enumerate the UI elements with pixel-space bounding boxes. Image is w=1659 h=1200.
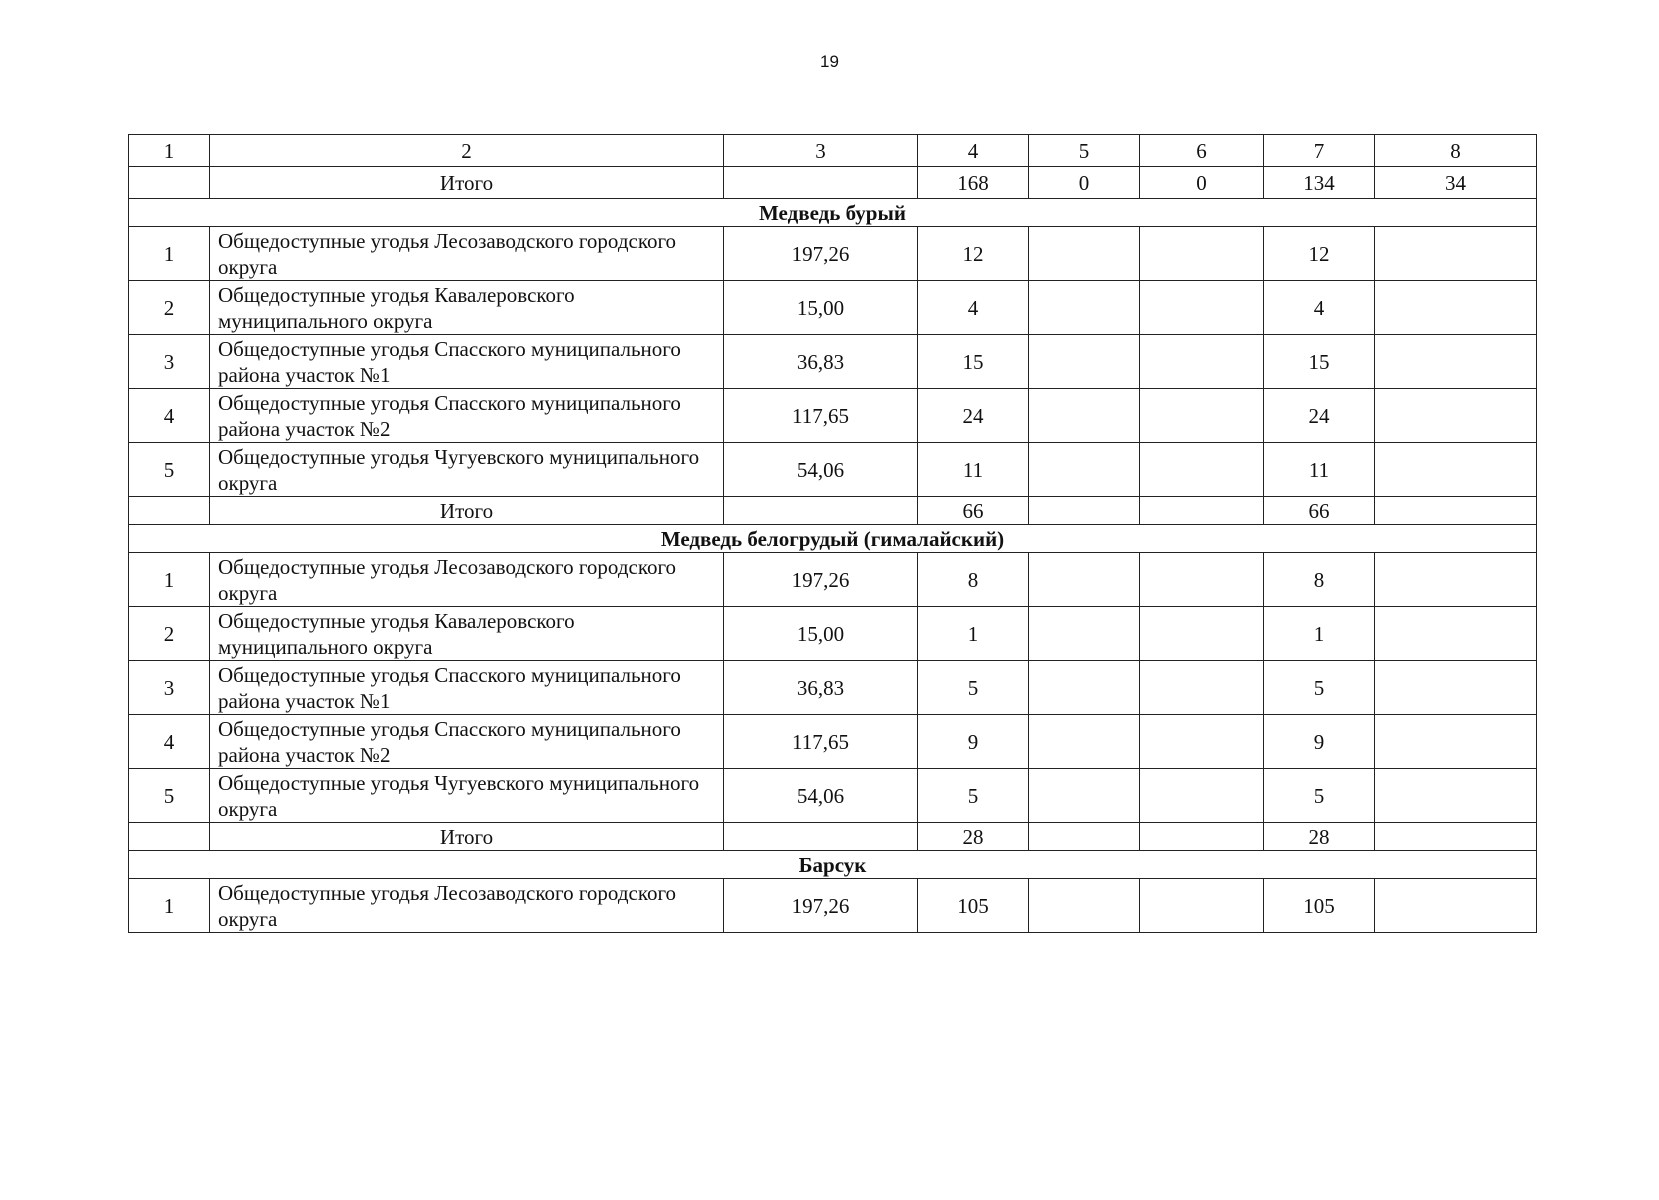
value-cell	[1029, 335, 1140, 389]
table-row	[129, 443, 1537, 497]
table-row	[129, 281, 1537, 335]
value-cell: 105	[918, 879, 1029, 933]
hunting-ground-name: Общедоступные угодья Чугуевского муниципального округа	[210, 769, 724, 823]
hunting-ground-name: Общедоступные угодья Лесозаводского городского округа	[210, 553, 724, 607]
section-title: Медведь бурый	[129, 199, 1537, 227]
area-cell: 15,00	[724, 607, 918, 661]
table-row	[129, 389, 1537, 443]
table-row	[129, 661, 1537, 715]
column-number-row	[129, 135, 1537, 167]
value-cell	[1375, 823, 1537, 851]
value-cell: 24	[918, 389, 1029, 443]
area-cell: 36,83	[724, 661, 918, 715]
value-cell: 12	[918, 227, 1029, 281]
table-row	[129, 769, 1537, 823]
row-number-cell	[129, 497, 210, 525]
value-cell	[1140, 335, 1264, 389]
area-cell: 117,65	[724, 715, 918, 769]
column-number: 7	[1264, 135, 1375, 167]
column-number: 4	[918, 135, 1029, 167]
value-cell	[1140, 389, 1264, 443]
value-cell	[1029, 879, 1140, 933]
row-number: 2	[129, 607, 210, 661]
value-cell	[1375, 607, 1537, 661]
value-cell	[1029, 389, 1140, 443]
total-label: Итого	[210, 823, 724, 851]
table-row	[129, 335, 1537, 389]
column-number: 8	[1375, 135, 1537, 167]
total-row	[129, 823, 1537, 851]
row-number: 5	[129, 443, 210, 497]
area-cell	[724, 823, 918, 851]
hunting-ground-name: Общедоступные угодья Спасского муниципального района участок №2	[210, 389, 724, 443]
value-cell: 105	[1264, 879, 1375, 933]
value-cell	[1029, 661, 1140, 715]
section-header-row	[129, 851, 1537, 879]
value-cell: 15	[1264, 335, 1375, 389]
section-title: Медведь белогрудый (гималайский)	[129, 525, 1537, 553]
column-number: 1	[129, 135, 210, 167]
page-number: 19	[820, 52, 839, 71]
value-cell: 5	[1264, 769, 1375, 823]
value-cell	[1029, 227, 1140, 281]
value-cell: 4	[1264, 281, 1375, 335]
table-row	[129, 227, 1537, 281]
value-cell	[1029, 607, 1140, 661]
area-cell	[724, 497, 918, 525]
value-cell	[1140, 661, 1264, 715]
table-row	[129, 715, 1537, 769]
row-number: 1	[129, 879, 210, 933]
area-cell: 54,06	[724, 443, 918, 497]
value-cell: 24	[1264, 389, 1375, 443]
value-cell: 66	[918, 497, 1029, 525]
value-cell	[1375, 497, 1537, 525]
value-cell: 5	[918, 769, 1029, 823]
value-cell: 8	[1264, 553, 1375, 607]
value-cell: 4	[918, 281, 1029, 335]
value-cell: 8	[918, 553, 1029, 607]
value-cell: 5	[918, 661, 1029, 715]
value-cell	[1029, 281, 1140, 335]
value-cell	[1140, 553, 1264, 607]
value-cell: 1	[918, 607, 1029, 661]
value-cell	[1029, 715, 1140, 769]
section-header-row	[129, 199, 1537, 227]
value-cell	[1029, 553, 1140, 607]
column-number: 6	[1140, 135, 1264, 167]
row-number: 5	[129, 769, 210, 823]
hunting-ground-name: Общедоступные угодья Кавалеровского муниципального округа	[210, 281, 724, 335]
value-cell	[1375, 227, 1537, 281]
area-cell: 15,00	[724, 281, 918, 335]
value-cell	[1029, 497, 1140, 525]
value-cell: 168	[918, 167, 1029, 199]
value-cell: 5	[1264, 661, 1375, 715]
value-cell	[1140, 281, 1264, 335]
hunting-ground-name: Общедоступные угодья Лесозаводского городского округа	[210, 879, 724, 933]
value-cell	[1140, 715, 1264, 769]
table-row	[129, 879, 1537, 933]
value-cell	[1375, 553, 1537, 607]
value-cell	[1029, 823, 1140, 851]
value-cell	[1375, 281, 1537, 335]
value-cell: 11	[1264, 443, 1375, 497]
area-cell: 117,65	[724, 389, 918, 443]
value-cell: 28	[1264, 823, 1375, 851]
hunting-ground-name: Общедоступные угодья Спасского муниципального района участок №1	[210, 661, 724, 715]
value-cell	[1375, 715, 1537, 769]
hunting-ground-name: Общедоступные угодья Лесозаводского городского округа	[210, 227, 724, 281]
value-cell: 66	[1264, 497, 1375, 525]
hunting-ground-name: Общедоступные угодья Спасского муниципального района участок №2	[210, 715, 724, 769]
value-cell: 134	[1264, 167, 1375, 199]
value-cell: 28	[918, 823, 1029, 851]
value-cell	[1375, 443, 1537, 497]
table-row	[129, 553, 1537, 607]
value-cell	[1140, 607, 1264, 661]
value-cell: 0	[1029, 167, 1140, 199]
row-number: 3	[129, 335, 210, 389]
hunting-ground-name: Общедоступные угодья Чугуевского муниципального округа	[210, 443, 724, 497]
value-cell: 11	[918, 443, 1029, 497]
quota-table	[128, 134, 1537, 933]
row-number: 1	[129, 227, 210, 281]
column-number: 5	[1029, 135, 1140, 167]
row-number: 2	[129, 281, 210, 335]
value-cell: 34	[1375, 167, 1537, 199]
hunting-ground-name: Общедоступные угодья Спасского муниципального района участок №1	[210, 335, 724, 389]
total-label: Итого	[210, 167, 724, 199]
value-cell	[1375, 389, 1537, 443]
value-cell	[1140, 879, 1264, 933]
area-cell: 54,06	[724, 769, 918, 823]
row-number-cell	[129, 167, 210, 199]
total-label: Итого	[210, 497, 724, 525]
value-cell	[1140, 443, 1264, 497]
value-cell: 0	[1140, 167, 1264, 199]
row-number: 3	[129, 661, 210, 715]
row-number: 4	[129, 389, 210, 443]
area-cell: 197,26	[724, 879, 918, 933]
value-cell	[1140, 497, 1264, 525]
value-cell	[1029, 769, 1140, 823]
area-cell	[724, 167, 918, 199]
value-cell	[1375, 769, 1537, 823]
row-number: 4	[129, 715, 210, 769]
column-number: 3	[724, 135, 918, 167]
area-cell: 197,26	[724, 227, 918, 281]
area-cell: 36,83	[724, 335, 918, 389]
value-cell	[1029, 443, 1140, 497]
hunting-ground-name: Общедоступные угодья Кавалеровского муниципального округа	[210, 607, 724, 661]
value-cell: 9	[918, 715, 1029, 769]
row-number: 1	[129, 553, 210, 607]
value-cell	[1140, 769, 1264, 823]
value-cell	[1375, 879, 1537, 933]
value-cell	[1140, 823, 1264, 851]
area-cell: 197,26	[724, 553, 918, 607]
section-header-row	[129, 525, 1537, 553]
total-row	[129, 167, 1537, 199]
row-number-cell	[129, 823, 210, 851]
value-cell: 12	[1264, 227, 1375, 281]
total-row	[129, 497, 1537, 525]
value-cell	[1375, 661, 1537, 715]
table-row	[129, 607, 1537, 661]
value-cell: 1	[1264, 607, 1375, 661]
column-number: 2	[210, 135, 724, 167]
value-cell	[1140, 227, 1264, 281]
section-title: Барсук	[129, 851, 1537, 879]
value-cell: 9	[1264, 715, 1375, 769]
value-cell	[1375, 335, 1537, 389]
value-cell: 15	[918, 335, 1029, 389]
